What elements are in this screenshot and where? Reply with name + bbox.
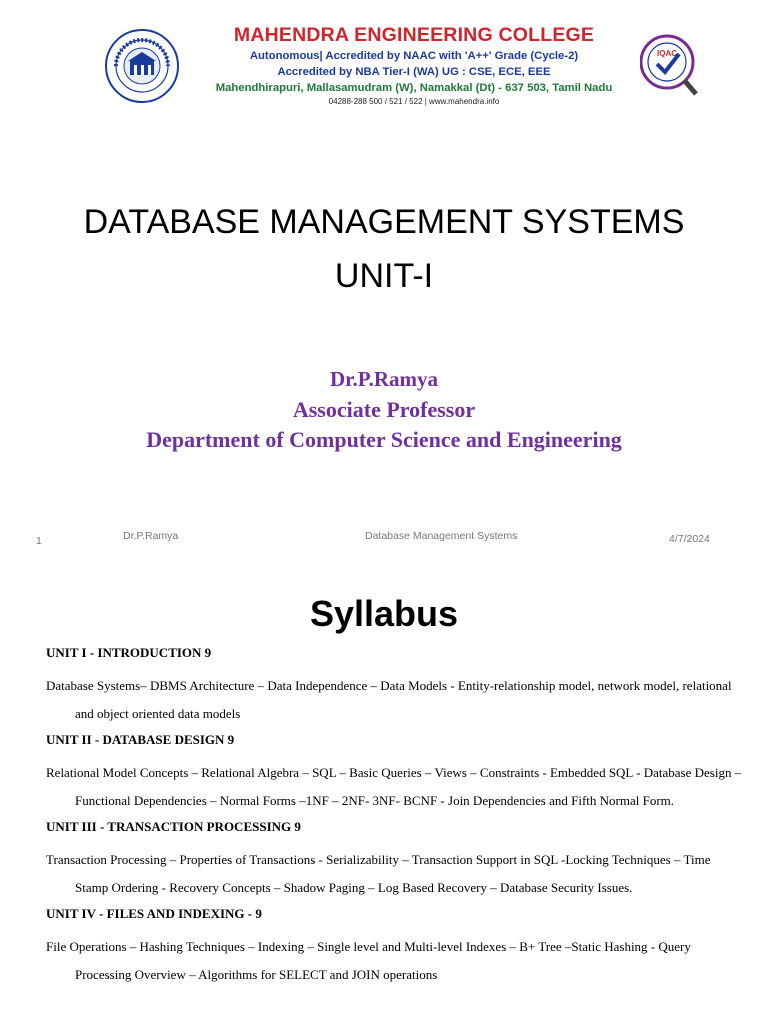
- footer-author: Dr.P.Ramya: [123, 530, 179, 542]
- college-header: [104, 22, 700, 122]
- syllabus-title: Syllabus: [309, 593, 459, 634]
- accreditation-nba: Accredited by NBA Tier-I (WA) UG : CSE, ECE, EEE: [277, 66, 551, 78]
- author-department: Department of Computer Science and Engineering: [146, 427, 622, 452]
- svg-text:IQAC: IQAC: [657, 49, 677, 58]
- college-name: MAHENDRA ENGINEERING COLLEGE: [233, 24, 595, 46]
- syllabus-slide: [0, 560, 768, 1024]
- course-title: DATABASE MANAGEMENT SYSTEMS: [83, 203, 685, 241]
- footer-date: 4/7/2024: [669, 533, 710, 545]
- author-designation: Associate Professor: [292, 397, 476, 422]
- unit-heading: UNIT III - TRANSACTION PROCESSING 9: [46, 819, 301, 834]
- unit-title: UNIT-I: [334, 257, 434, 295]
- accreditation-naac: Autonomous| Accredited by NAAC with 'A++' Grade (Cycle-2): [249, 50, 579, 62]
- college-address: Mahendhirapuri, Mallasamudram (W), Namakkal (Dt) - 637 503, Tamil Nadu: [215, 82, 613, 94]
- footer-subject: Database Management Systems: [365, 530, 518, 542]
- college-emblem-icon: [104, 28, 180, 104]
- unit-content: Relational Model Concepts – Relational Algebra – SQL – Basic Queries – Views – Constraints - Embedded SQL - Database Design – Functional Dependencies – Normal Forms –1NF – 2NF- 3NF- BCNF - Join Dependencies and Fifth Normal Form.: [46, 765, 742, 808]
- unit-content: Transaction Processing – Properties of Transactions - Serializability – Transaction Support in SQL -Locking Techniques – Time Stamp Ordering - Recovery Concepts – Shadow Paging – Log Based Recovery – Database Security Issues.: [46, 852, 711, 895]
- syllabus-units: [46, 644, 746, 992]
- unit-heading: UNIT II - DATABASE DESIGN 9: [46, 732, 235, 747]
- slide-number: 1: [36, 535, 42, 547]
- unit-content: File Operations – Hashing Techniques – Indexing – Single level and Multi-level Indexes – B+ Tree –Static Hashing - Query Processing Overview – Algorithms for SELECT and JOIN operations: [46, 939, 691, 982]
- author-name: Dr.P.Ramya: [329, 367, 439, 391]
- iqac-logo-icon: [640, 22, 698, 122]
- unit-heading: UNIT IV - FILES AND INDEXING - 9: [46, 906, 262, 921]
- unit-heading: UNIT I - INTRODUCTION 9: [46, 645, 212, 660]
- unit-content: Database Systems– DBMS Architecture – Data Independence – Data Models - Entity-relationship model, network model, relational and object oriented data models: [46, 678, 732, 721]
- contact-info: 04288-288 500 / 521 / 522 | www.mahendra.info: [328, 97, 500, 106]
